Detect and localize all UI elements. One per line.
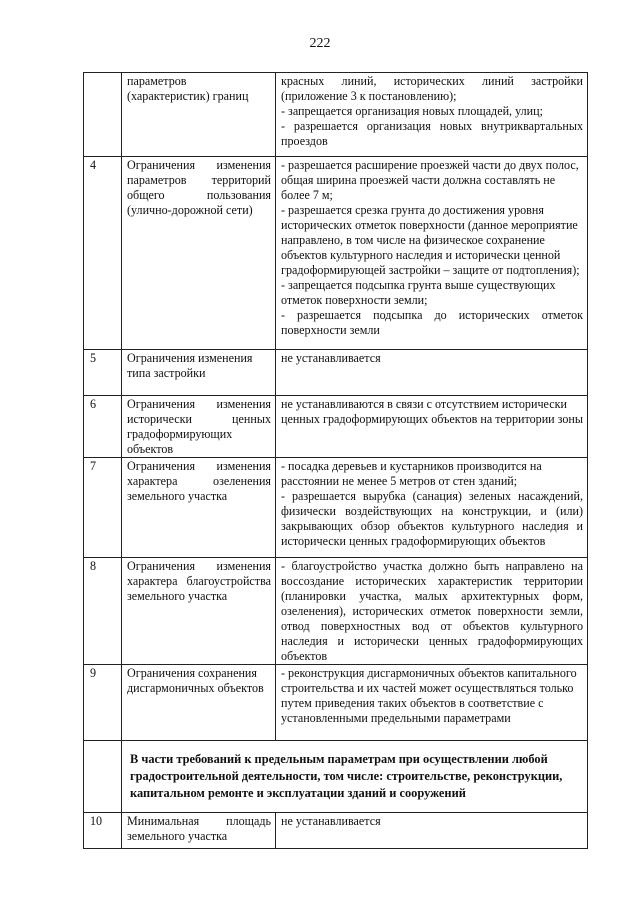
row-name: параметров (характеристик) границ	[122, 73, 276, 157]
row-description	[276, 73, 588, 157]
row-number: 5	[84, 350, 122, 396]
row-name: Ограничения изменения параметров территорий общего пользования (улично-дорожной сети)	[122, 157, 276, 350]
description-line: - разрешается подсыпка до исторических отметок поверхности земли	[281, 308, 583, 337]
description-line: - благоустройство участка должно быть направлено на воссоздание исторических характеристик территории (планировки участка, малых архитектурных форм, озеленения), исторических отметок поверхности земли, отвод поверхностных вод от объектов культурного наследия и исторически ценных градоформирующих объектов	[281, 559, 583, 663]
description-line: - разрешается срезка грунта до достижения уровня исторических отметок поверхности (данное мероприятие направлено, в том числе на физическое сохранение объектов культурного наследия и исторически ценной градоформирующей застройки – защите от подтопления);	[281, 203, 580, 277]
page-number: 222	[309, 36, 331, 51]
row-name: Ограничения сохранения дисгармоничных объектов	[122, 665, 276, 741]
section-heading: В части требований к предельным параметрам при осуществлении любой градостроительной деятельности, том числе: строительстве, реконструкции, капитальном ремонте и эксплуатации зданий и сооружений	[122, 741, 588, 813]
table-row	[84, 558, 588, 665]
table-row	[84, 813, 588, 849]
row-name: Ограничения изменения характера озеленения земельного участка	[122, 458, 276, 558]
row-description	[276, 350, 588, 396]
table-row	[84, 157, 588, 350]
description-line: - реконструкция дисгармоничных объектов капитального строительства и их частей может осуществляться только путем приведения таких объектов в соответствие с установленными предельными параметрами	[281, 666, 577, 725]
row-description	[276, 558, 588, 665]
section-row	[84, 741, 588, 813]
table-row	[84, 73, 588, 157]
table-row	[84, 350, 588, 396]
row-number: 8	[84, 558, 122, 665]
row-name: Ограничения изменения типа застройки	[122, 350, 276, 396]
row-description	[276, 157, 588, 350]
row-number	[84, 741, 122, 813]
row-description	[276, 813, 588, 849]
table-row	[84, 458, 588, 558]
row-number	[84, 73, 122, 157]
description-line: красных линий, исторических линий застройки (приложение 3 к постановлению);	[281, 74, 583, 103]
row-description	[276, 396, 588, 458]
description-line: - запрещается подсыпка грунта выше существующих отметок поверхности земли;	[281, 278, 556, 307]
row-name: Минимальная площадь земельного участка	[122, 813, 276, 849]
row-description	[276, 665, 588, 741]
requirements-table	[83, 72, 588, 849]
description-line: - разрешается организация новых внутриквартальных проездов	[281, 119, 583, 148]
row-description	[276, 458, 588, 558]
row-number: 10	[84, 813, 122, 849]
table-row	[84, 665, 588, 741]
row-number: 9	[84, 665, 122, 741]
description-line: не устанавливается	[281, 351, 381, 365]
description-line: - разрешается расширение проезжей части до двух полос, общая ширина проезжей части должна составлять не более 7 м;	[281, 158, 579, 202]
row-name: Ограничения изменения исторически ценных градоформирующих объектов	[122, 396, 276, 458]
description-line: - запрещается организация новых площадей, улиц;	[281, 104, 543, 118]
row-number: 6	[84, 396, 122, 458]
description-line: не устанавливаются в связи с отсутствием исторически ценных градоформирующих объектов на территории зоны	[281, 397, 584, 426]
table-row	[84, 396, 588, 458]
description-line: не устанавливается	[281, 814, 381, 828]
row-number: 7	[84, 458, 122, 558]
description-line: - посадка деревьев и кустарников производится на расстоянии не менее 5 метров от стен зданий;	[281, 459, 542, 488]
description-line: - разрешается вырубка (санация) зеленых насаждений, физически воздействующих на конструкции, и (или) закрывающих обзор объектов культурного наследия и исторически ценных градоформирующих объектов	[281, 489, 583, 548]
row-number: 4	[84, 157, 122, 350]
row-name: Ограничения изменения характера благоустройства земельного участка	[122, 558, 276, 665]
